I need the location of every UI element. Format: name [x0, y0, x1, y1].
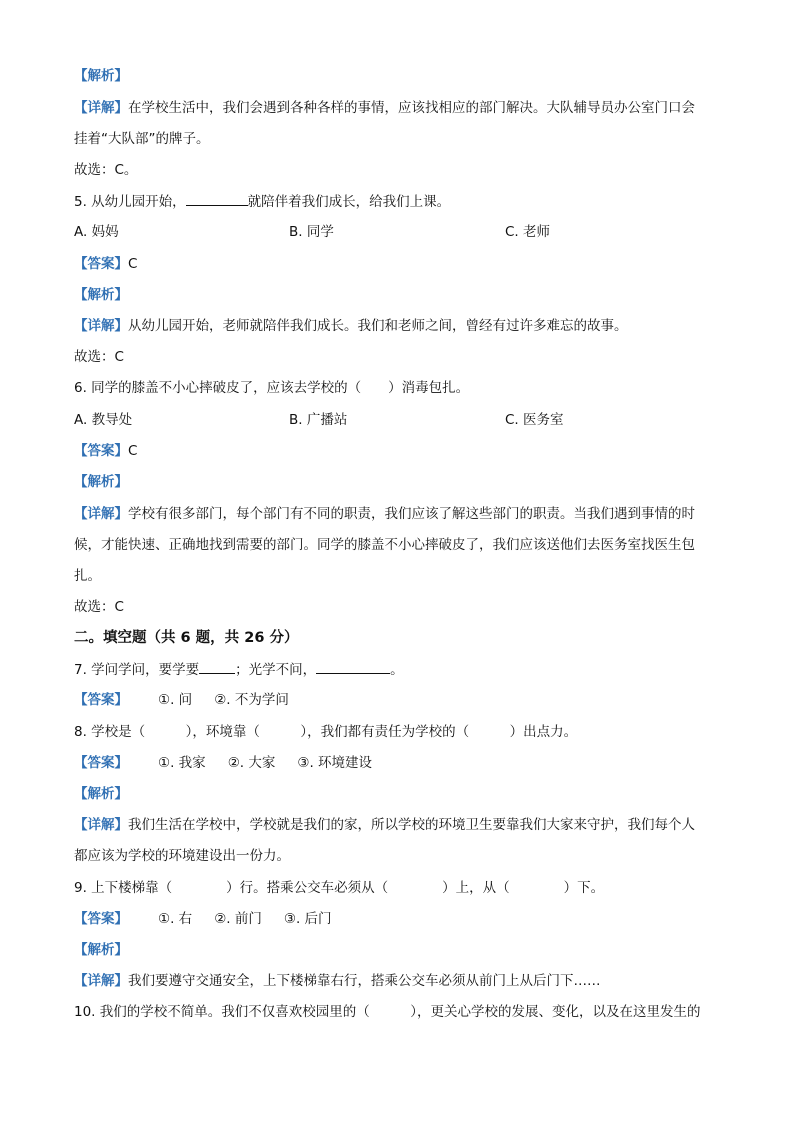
detail-text: 我们要遵守交通安全，上下楼梯靠右行，搭乘公交车必须从前门上从后门下……: [128, 973, 601, 989]
detail-paragraph: [74, 98, 695, 118]
question-9: [74, 878, 604, 898]
detail-text: 在学校生活中，我们会遇到各种各样的事情，应该找相应的部门解决。大队辅导员办公室门口会: [128, 100, 695, 116]
fill-blank: [186, 191, 248, 206]
question-8: [74, 722, 577, 742]
choice-text: 故选：C: [74, 599, 124, 615]
analysis-heading: [74, 285, 128, 305]
section-title: 二。填空题（共 6 题，共 26 分）: [74, 630, 299, 646]
answer-1: ①. 我家: [158, 755, 206, 771]
answer-tag: 【答案】: [74, 692, 128, 708]
detail-text: 学校有很多部门，每个部门有不同的职责，我们应该了解这些部门的职责。当我们遇到事情的时: [128, 506, 695, 522]
detail-text: 都应该为学校的环境建设出一份力。: [74, 848, 290, 864]
answer-line: [74, 909, 354, 929]
answer-values: [158, 753, 394, 773]
option-b: B. 同学: [289, 224, 334, 240]
analysis-tag: 【解析】: [74, 474, 128, 490]
option-c: C. 医务室: [505, 412, 564, 428]
answer-values: [158, 909, 354, 929]
question-text: 5. 从幼儿园开始，: [74, 194, 186, 210]
analysis-tag: 【解析】: [74, 68, 128, 84]
answer-3: ③. 后门: [283, 911, 332, 927]
detail-text: 挂着“大队部”的牌子。: [74, 131, 210, 147]
question-6: [74, 378, 469, 398]
answer-value: C: [128, 256, 138, 272]
answer-value: C: [128, 443, 138, 459]
detail-tag: 【详解】: [74, 318, 128, 334]
answer-3: ③. 环境建设: [297, 755, 373, 771]
detail-paragraph: [74, 815, 695, 835]
fill-blank: [199, 659, 235, 674]
question-text: ；光学不问，: [235, 662, 317, 678]
answer-tag: 【答案】: [74, 755, 128, 771]
detail-text: 我们生活在学校中，学校就是我们的家，所以学校的环境卫生要靠我们大家来守护，我们每个人: [128, 817, 695, 833]
answer-2: ②. 不为学问: [214, 692, 289, 708]
detail-tag: 【详解】: [74, 973, 128, 989]
analysis-tag: 【解析】: [74, 786, 128, 802]
question-text: 。: [390, 662, 404, 678]
choice-line: [74, 597, 124, 617]
choice-text: 故选：C: [74, 349, 124, 365]
detail-tag: 【详解】: [74, 506, 128, 522]
option-b: B. 广播站: [289, 412, 348, 428]
answer-1: ①. 右: [158, 911, 193, 927]
analysis-tag: 【解析】: [74, 287, 128, 303]
detail-paragraph-cont: [74, 535, 695, 555]
analysis-heading: [74, 66, 128, 86]
answer-2: ②. 前门: [214, 911, 262, 927]
option-a: A. 妈妈: [74, 224, 119, 240]
analysis-tag: 【解析】: [74, 942, 128, 958]
option-c: C. 老师: [505, 224, 551, 240]
choice-line: [74, 160, 137, 180]
detail-paragraph-cont: [74, 566, 101, 586]
answer-1: ①. 问: [158, 692, 193, 708]
detail-tag: 【详解】: [74, 817, 128, 833]
answer-values: [158, 690, 311, 710]
analysis-heading: [74, 940, 128, 960]
fill-blank: [316, 659, 390, 674]
choice-text: 故选：C。: [74, 162, 138, 178]
answer-line: [74, 254, 137, 274]
analysis-heading: [74, 472, 128, 492]
question-text: 9. 上下楼梯靠（ ）行。搭乘公交车必须从（ ）上，从（ ）下。: [74, 880, 605, 896]
answer-line: [74, 753, 394, 773]
detail-paragraph-cont: [74, 846, 290, 866]
question-text: 6. 同学的膝盖不小心摔破皮了，应该去学校的（ ）消毒包扎。: [74, 380, 470, 396]
answer-tag: 【答案】: [74, 911, 128, 927]
detail-paragraph: [74, 504, 695, 524]
answer-tag: 【答案】: [74, 443, 128, 459]
answer-tag: 【答案】: [74, 256, 128, 272]
question-text: 7. 学问学问，要学要: [74, 662, 200, 678]
option-a: A. 教导处: [74, 412, 133, 428]
choice-line: [74, 347, 124, 367]
analysis-heading: [74, 784, 128, 804]
answer-line: [74, 690, 311, 710]
question-text: 就陪伴着我们成长，给我们上课。: [247, 194, 451, 210]
detail-text: 候，才能快速、正确地找到需要的部门。同学的膝盖不小心摔破皮了，我们应该送他们去医务室找医生包: [74, 537, 695, 553]
detail-text: 从幼儿园开始，老师就陪伴我们成长。我们和老师之间，曾经有过许多难忘的故事。: [128, 318, 628, 334]
question-5: [74, 191, 450, 212]
question-text: 10. 我们的学校不简单。我们不仅喜欢校园里的（ ），更关心学校的发展、变化，以及在这里发生的: [74, 1004, 701, 1020]
answer-2: ②. 大家: [227, 755, 276, 771]
detail-paragraph: [74, 316, 628, 336]
question-10: [74, 1002, 701, 1022]
detail-paragraph: [74, 971, 601, 991]
answer-line: [74, 441, 137, 461]
detail-text: 扎。: [74, 568, 101, 584]
question-7: [74, 659, 404, 680]
detail-tag: 【详解】: [74, 100, 128, 116]
question-text: 8. 学校是（ ），环境靠（ ），我们都有责任为学校的（ ）出点力。: [74, 724, 578, 740]
detail-paragraph-cont: [74, 129, 210, 149]
